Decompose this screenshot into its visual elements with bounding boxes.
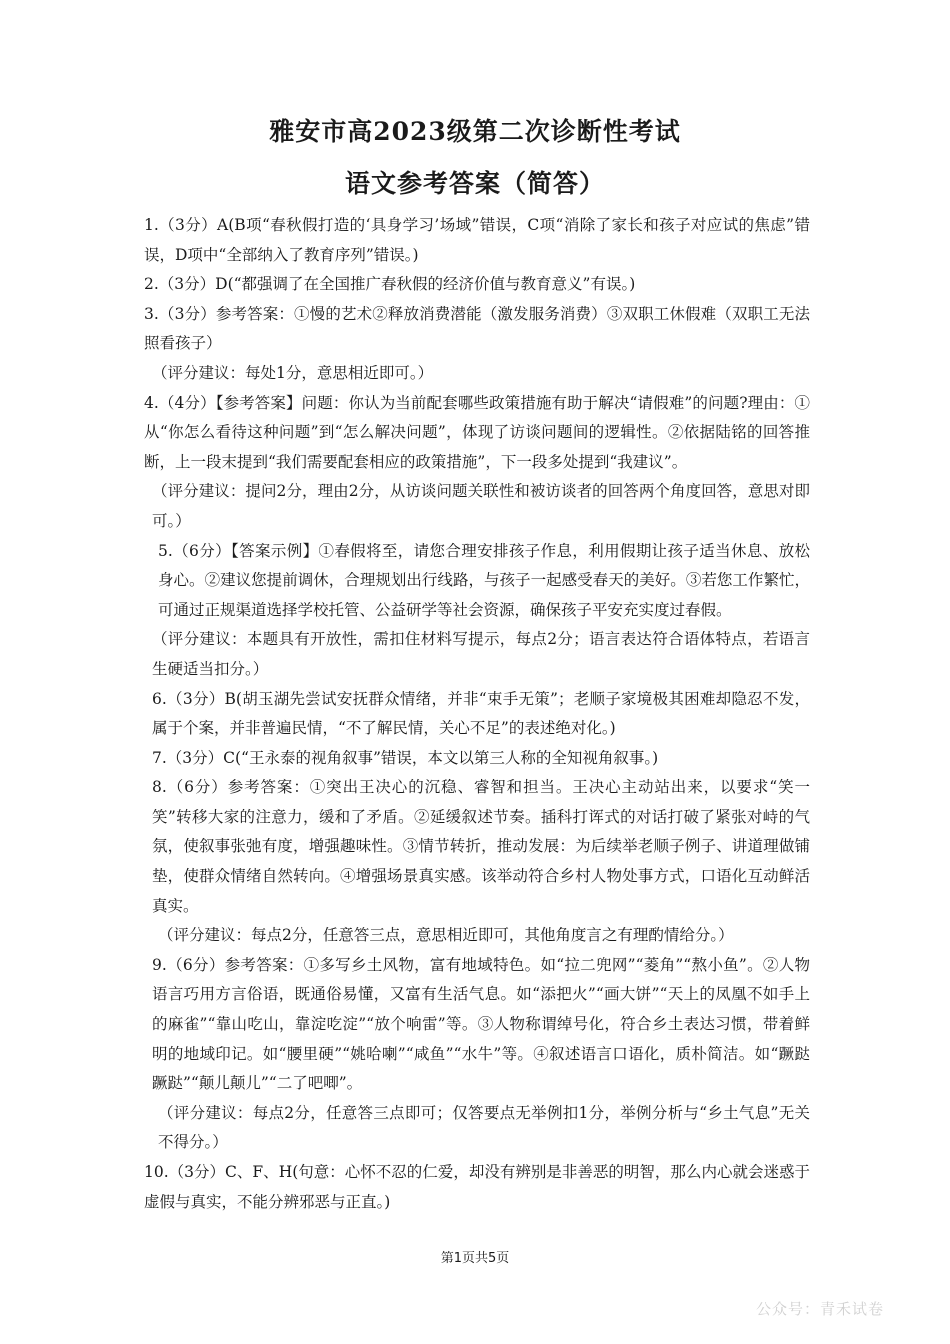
scoring-note-3: （评分建议：每处1分，意思相近即可。） (152, 363, 434, 382)
page-title: 雅安市高2023级第二次诊断性考试 (269, 117, 681, 146)
answer-10: 10.（3分）C、F、H(句意：心怀不忍的仁爱，却没有辨别是非善恶的明智，那么内心就会迷惑于虚假与真实，不能分辨邪恶与正直。) (144, 1163, 810, 1211)
answer-content (144, 211, 810, 1217)
scoring-note-5: （评分建议：本题具有开放性，需扣住材料写提示，每点2分；语言表达符合语体特点，若语言生硬适当扣分。） (152, 630, 810, 678)
answer-9: 9.（6分）参考答案：①多写乡土风物，富有地域特色。如“拉二兜网”“菱角”“熬小鱼”。②人物语言巧用方言俗语，既通俗易懂，又富有生活气息。如“添把火”“画大饼”“天上的凤凰不如手上的麻雀”“靠山吃山，靠淀吃淀”“放个响雷”等。③人物称谓绰号化，符合乡土表达习惯，带着鲜明的地域印记。如“腰里硬”“姚哈喇”“咸鱼”“水牛”等。④叙述语言口语化，质朴简洁。如“蹶跶蹶跶”“颠儿颠儿”“二了吧唧”。 (152, 955, 810, 1093)
scoring-note-4: （评分建议：提问2分，理由2分，从访谈问题关联性和被访谈者的回答两个角度回答，意思对即可。） (152, 482, 810, 530)
answer-7: 7.（3分）C(“王永泰的视角叙事”错误，本文以第三人称的全知视角叙事。) (152, 748, 659, 767)
page-subtitle: 语文参考答案（简答） (344, 169, 605, 198)
scoring-note-8: （评分建议：每点2分，任意答三点，意思相近即可，其他角度言之有理酌情给分。） (158, 926, 734, 945)
answer-1: 1.（3分）A(B项“春秋假打造的‘具身学习’场域”错误，C项“消除了家长和孩子对应试的焦虑”错误，D项中“全部纳入了教育序列”错误。) (144, 216, 810, 264)
answer-6: 6.（3分）B(胡玉湖先尝试安抚群众情绪，并非“束手无策”；老顺子家境极其困难却隐忍不发，属于个案，并非普遍民情，“不了解民情，关心不足”的表述绝对化。) (152, 689, 810, 738)
answer-5: 5.（6分）【答案示例】①春假将至，请您合理安排孩子作息，利用假期让孩子适当休息、放松身心。②建议您提前调休，合理规划出行线路，与孩子一起感受春天的美好。③若您工作繁忙，可通过正规渠道选择学校托管、公益研学等社会资源，确保孩子平安充实度过春假。 (158, 541, 810, 619)
page-footer: 第1页共5页 (440, 1251, 510, 1266)
answer-2: 2.（3分）D(“都强调了在全国推广春秋假的经济价值与教育意义”有误。) (144, 275, 636, 294)
answer-3: 3.（3分）参考答案：①慢的艺术②释放消费潜能（激发服务消费）③双职工休假难（双职工无法照看孩子） (144, 304, 810, 353)
answer-8: 8.（6分）参考答案：①突出王决心的沉稳、睿智和担当。王决心主动站出来，以要求“笑一笑”转移大家的注意力，缓和了矛盾。②延缓叙述节奏。插科打诨式的对话打破了紧张对峙的气氛，使叙事张弛有度，增强趣味性。③情节转折，推动发展：为后续举老顺子例子、讲道理做铺垫，使群众情绪自然转向。④增强场景真实感。该举动符合乡村人物处事方式，口语化互动鲜活真实。 (152, 778, 810, 915)
answer-4: 4.（4分）【参考答案】问题：你认为当前配套哪些政策措施有助于解决“请假难”的问题?理由：①从“你怎么看待这种问题”到“怎么解决问题”，体现了访谈问题间的逻辑性。②依据陆铭的回答推断，上一段末提到“我们需要配套相应的政策措施”，下一段多处提到“我建议”。 (144, 393, 810, 471)
watermark: 公众号：青禾试卷 (755, 1300, 884, 1318)
scoring-note-9: （评分建议：每点2分，任意答三点即可；仅答要点无举例扣1分，举例分析与“乡土气息”无关不得分。） (158, 1103, 810, 1152)
